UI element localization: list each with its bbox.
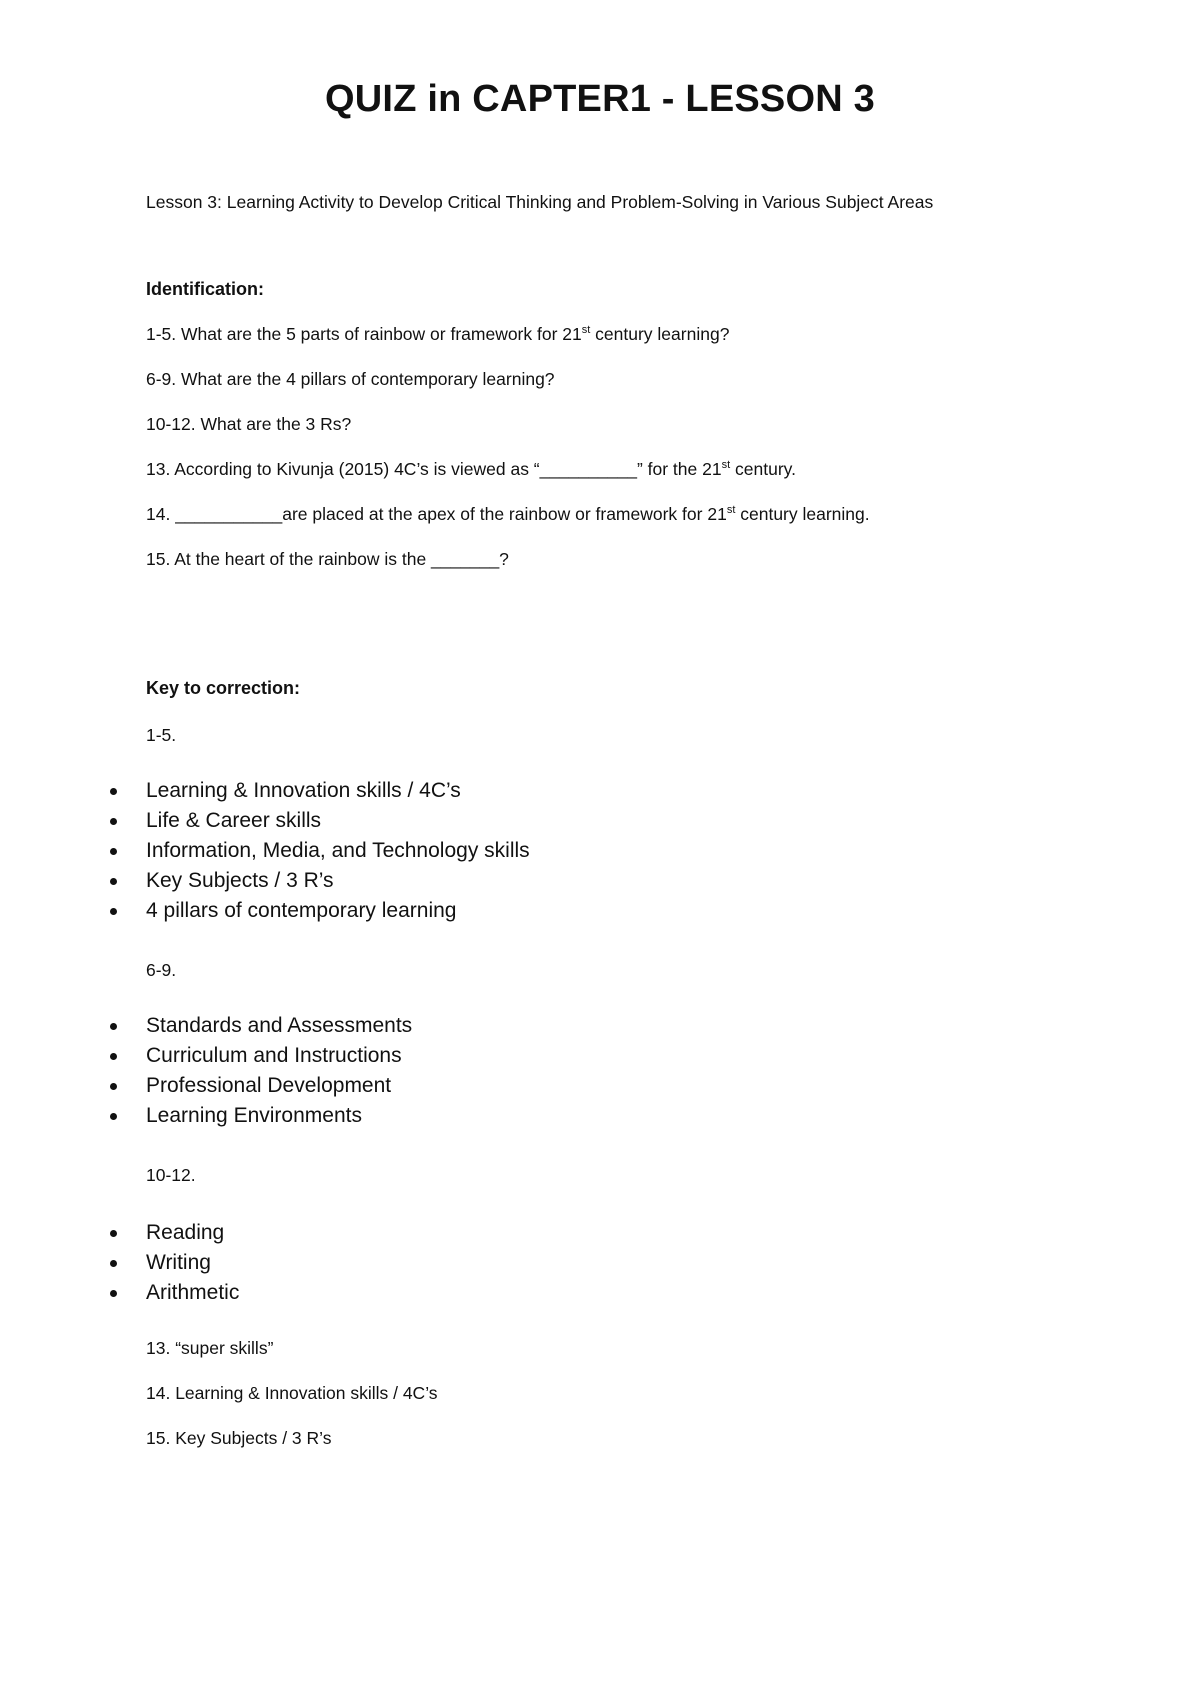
bullet-icon [110,1113,117,1120]
bullet-icon [110,788,117,795]
list-item-text: Writing [146,1251,211,1274]
bullet-icon [110,1023,117,1030]
superscript: st [726,504,736,517]
bullet-icon [110,1230,117,1237]
bullet-icon [110,1053,117,1060]
question-text: 1-5. What are the 5 parts of rainbow or framework for 21 [146,324,582,344]
answer-label-6-9: 6-9. [146,960,177,980]
question-14 [146,504,870,525]
question-text: century. [730,459,796,479]
question-15: 15. At the heart of the rainbow is the _______? [146,549,509,569]
question-text: century learning? [590,324,730,344]
superscript: st [581,324,591,337]
question-text: century learning. [735,504,870,524]
list-item-text: Arithmetic [146,1281,240,1304]
bullet-icon [110,1083,117,1090]
list-item-text: Information, Media, and Technology skills [146,839,530,862]
list-item-text: Curriculum and Instructions [146,1044,402,1067]
answer-15: 15. Key Subjects / 3 R’s [146,1428,332,1448]
key-heading: Key to correction: [146,678,301,698]
superscript: st [721,459,731,472]
question-10-12: 10-12. What are the 3 Rs? [146,414,352,434]
bullet-icon [110,878,117,885]
bullet-icon [110,908,117,915]
list-item-text: Learning & Innovation skills / 4C’s [146,779,461,802]
list-item-text: Life & Career skills [146,809,322,832]
question-13 [146,459,796,480]
answer-13: 13. “super skills” [146,1338,274,1358]
list-item-text: Learning Environments [146,1104,362,1127]
list-item-text: Key Subjects / 3 R’s [146,869,334,892]
list-item-text: 4 pillars of contemporary learning [146,899,457,922]
bullet-icon [110,1260,117,1267]
bullet-icon [110,1290,117,1297]
question-1-5 [146,324,729,345]
question-6-9: 6-9. What are the 4 pillars of contemporary learning? [146,369,555,389]
question-text: 14. ___________are placed at the apex of the rainbow or framework for 21 [146,504,727,524]
answer-14: 14. Learning & Innovation skills / 4C’s [146,1383,438,1403]
answer-label-10-12: 10-12. [146,1165,196,1185]
list-item-text: Reading [146,1221,225,1244]
page-title: QUIZ in CAPTER1 - LESSON 3 [325,78,875,120]
bullet-icon [110,848,117,855]
list-item-text: Professional Development [146,1074,392,1097]
list-item-text: Standards and Assessments [146,1014,413,1037]
bullet-icon [110,818,117,825]
answer-label-1-5: 1-5. [146,725,177,745]
identification-heading: Identification: [146,279,264,299]
lesson-subtitle: Lesson 3: Learning Activity to Develop Critical Thinking and Problem-Solving in Various Subject Areas [146,192,934,212]
question-text: 13. According to Kivunja (2015) 4C’s is viewed as “__________” for the 21 [146,459,722,479]
